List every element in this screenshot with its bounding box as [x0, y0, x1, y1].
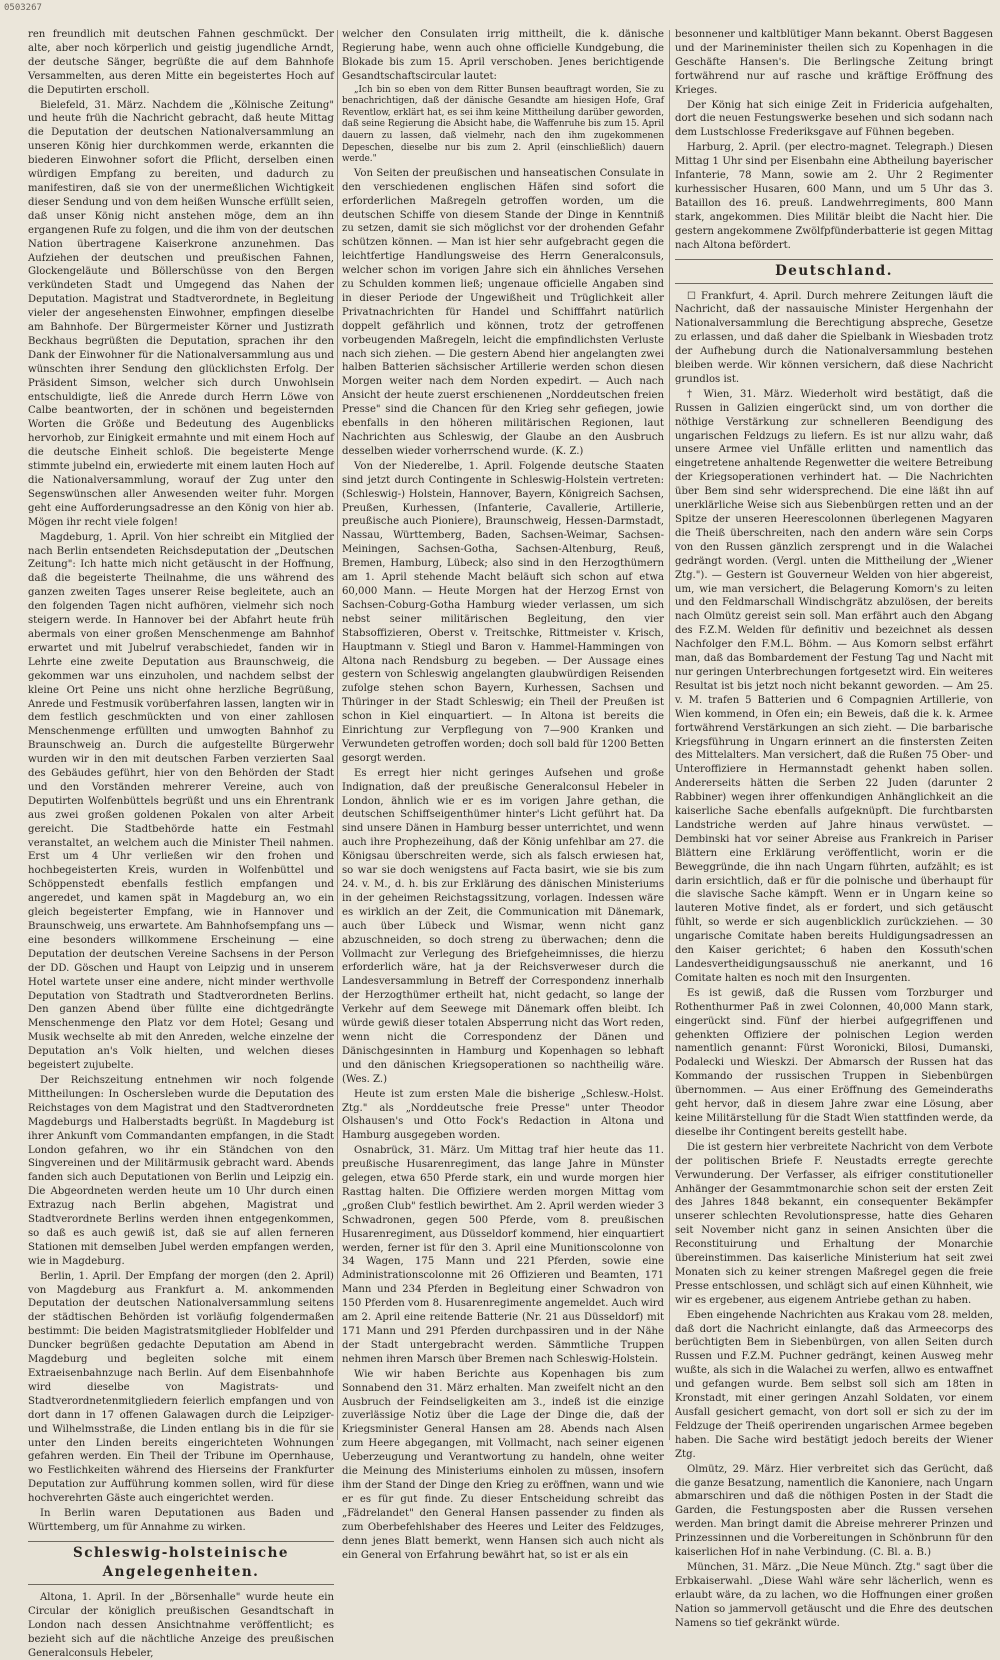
article-paragraph: Eben eingehende Nachrichten aus Krakau vom 28. melden, daß dort die Nachricht einlangte, daß das Armeecorps des berüchtigten Bem in Siebenbürgen, von allen Seiten durch Russen und F.Z.M. Puchner gedrängt, keinen Ausweg mehr wußte, als sich in die Walachei zu werfen, allwo es entwaffnet und gefangen wurde. Bem selbst soll sich am 18ten in Kronstadt, mit einer geringen Anzahl Soldaten, vor einem Ausfall gesichert gemacht, von dort soll er sich zu der im Feldzuge der Theiß operirenden ungarischen Armee begeben haben. Die Sache wird bestätigt jedoch bereits der Wiener Ztg.: [675, 1309, 993, 1460]
article-paragraph: Bielefeld, 31. März. Nachdem die „Kölnische Zeitung" und heute früh die Nachricht gebracht, daß heute Mittag die Deputation der deutschen Nationalversammlung an unseren König hier durchkommen werde, erkannten die biederen Einwohner sofort die Pflicht, derselben einen würdigen Empfang zu bereiten, und dadurch zu manifestiren, daß sie von der unermeßlichen Wichtigkeit dieser Sendung und von dem heißen Wunsche erfüllt seien, daß unser König nicht anstehen möge, dem an ihn ergangenen Rufe zu folgen, und die ihm von der deutschen Nation übertragene Kaiserkrone anzunehmen. Das Aufziehen der deutschen und preußischen Fahnen, Glockengeläute und Böllerschüsse von den Bergen verkündeten Stadt und Umgegend das Nahen der Deputation. Magistrat und Stadtverordnete, in Begleitung vieler der angesehensten Einwohner, empfingen dieselbe am Bahnhofe. Der Bürgermeister Körner und Justizrath Beckhaus begrüßten die Deputation, sprachen ihr den Dank der Einwohner für die Nationalversammlung aus und wünschten ihrer Sendung den glücklichsten Erfolg. Der Präsident Simson, welcher sich durch Unwohlsein entschuldigte, ließ die Anrede durch Herrn Löwe von Calbe beantworten, der in schönen und begeisternden Worten die Größe und Bedeutung des Augenblicks hervorhob, zur Einigkeit ermahnte und mit einem Hoch auf die deutsche Einheit schloß. Die begeisterte Menge stimmte jubelnd ein, erwiederte mit einem lauten Hoch auf die Nationalversammlung, worauf der Zug unter den Segenswünschen aller Anwesenden weiter fuhr. Morgen geht eine Aufforderungsadresse an den König von hier ab. Mögen ihr recht viele folgen!: [28, 99, 334, 528]
article-paragraph: Es erregt hier nicht geringes Aufsehen und große Indignation, daß der preußische Generalconsul Hebeler in London, ähnlich wie er es im vorigen Jahre gethan, die deutschen Schiffseigenthümer hinter's Licht geführt hat. Da sind unsere Dänen in Hamburg besser unterrichtet, und wenn auch ihre Prophezeihung, daß der König unfehlbar am 27. die Königsau überschreiten werde, sich als falsch erwiesen hat, so war sie doch wenigstens auf Facta basirt, wie sie bis zum 24. v. M., d. h. bis zur Erklärung des dänischen Ministeriums in der geheimen Reichstagssitzung, vorlagen. Indessen wäre es wirklich an der Zeit, die Communication mit Dänemark, auch über Lübeck und Wismar, wenn nicht ganz abzuschneiden, so doch streng zu überwachen; denn die Vollmacht zur Verlegung des Briefgeheimnisses, die hierzu erforderlich wäre, hat ja der Reichsverweser durch die Landesversammlung in Betreff der Correspondenz innerhalb der Herzogthümer ertheilt hat, nicht gedacht, so lange der Verkehr auf dem Seewege mit Dänemark offen bleibt. Ich würde gewiß dieser totalen Absperrung nicht das Wort reden, wenn nicht die Correspondenz der Dänen und Dänischgesinnten in Hamburg und Kopenhagen so lebhaft und den dänischen Kriegsoperationen so nachtheilig wäre. (Wes. Z.): [342, 767, 664, 1085]
article-paragraph: München, 31. März. „Die Neue Münch. Ztg." sagt über die Erbkaiserwahl. „Diese Wahl wäre sehr lächerlich, wenn es erlaubt wäre, da zu lachen, wo die Hoffnungen einer großen Nation so jammervoll getäuscht und die Ehre des deutschen Namens so tief gekränkt würde.: [675, 1561, 993, 1629]
quoted-circular: „Ich bin so eben von dem Ritter Bunsen beauftragt worden, Sie zu benachrichtigen, daß der dänische Gesandte am hiesigen Hofe, Graf Reventlow, erklärt hat, es sei ihm keine Mittheilung darüber geworden, daß seine Regierung die Absicht habe, die Waffenruhe bis zum 15. April dauern zu lassen, daß vielmehr, nach den ihm zugekommenen Depeschen, dieselbe nur bis zum 2. April (einschließlich) dauern werde.": [342, 84, 664, 165]
article-paragraph: Von Seiten der preußischen und hanseatischen Consulate in den verschiedenen englischen Häfen sind sofort die erforderlichen Maßregeln getroffen worden, um die deutschen Schiffe von diesem Stande der Dinge in Kenntniß zu setzen, damit sie sich möglichst vor der drohenden Gefahr schützen können. — Man ist hier sehr aufgebracht gegen die leichtfertige Handlungsweise des Herrn Generalconsuls, welcher schon im vorigen Jahre sich ein ähnliches Versehen zu Schulden kommen ließ; ungenaue officielle Angaben sind in dieser Periode der Ungewißheit und Trüglichkeit aller Privatnachrichten für Handel und Schifffahrt natürlich doppelt gefährlich und können, trotz der getroffenen vorbeugenden Maßregeln, leicht die empfindlichsten Verluste nach sich ziehen. — Die gestern Abend hier angelangten zwei halben Batterien sächsischer Artillerie werden schon diesen Morgen weiter nach dem Norden expedirt. — Auch nach Ansicht der heute zuerst erschienenen „Norddeutschen freien Presse" sind die Chancen für den Krieg sehr gefiegen, jowie ebenfalls in den höheren militärischen Regionen, laut Nachrichten aus Schleswig, der Glaube an den Ausbruch desselben wieder vorherrschend wurde. (K. Z.): [342, 167, 664, 457]
article-paragraph: Die ist gestern hier verbreitete Nachricht von dem Verbote der politischen Briefe F. Neustadts erregte gerechte Verwunderung. Der Verfasser, als eifriger constitutioneller Anhänger der Gesammtmonarchie schon seit der ersten Zeit des Jahres 1848 bekannt, ein consequenter Bekämpfer unserer schlechten Revolutionspresse, hatte dies Geharen seit November nicht ganz in seinen Ansichten über die Reconstituirung und Erhaltung der Monarchie übereinstimmen. Das kaiserliche Ministerium hat seit zwei Monaten sich zu keiner strengen Maßregel gegen die freie Presse entschlossen, und schlägt sich auf einen Kühnheit, wie wir es ergebener, aus eigenem Antriebe gethan zu haben.: [675, 1141, 993, 1306]
column-1: [28, 28, 334, 1659]
article-paragraph: Es ist gewiß, daß die Russen vom Torzburger und Rothenthurmer Paß in zwei Colonnen, 40,000 Mann stark, eingerückt sind. Fünf der hierbei aufgegriffenen und gehenkten Offiziere der polnischen Legion werden namentlich genannt: Fürst Woronicki, Bilosi, Dumanski, Podalecki und Wieskzi. Der Abmarsch der Russen hat das Kommando der russischen Truppen in Siebenbürgen übernommen. — Aus einer Eröffnung des Gemeinderaths geht hervor, daß in diesem Jahre zwar eine Lösung, aber keine Militärstellung für die Stadt Wien stattfinden werde, da dieselbe ihr Contingent bereits gestellt habe.: [675, 987, 993, 1138]
article-paragraph: besonnener und kaltblütiger Mann bekannt. Oberst Baggesen und der Marineminister theilen sich zu Kopenhagen in die Geschäfte Hansen's. Die Berlingsche Zeitung bringt fortwährend nur auf rasche und kräftige Eröffnung des Krieges.: [675, 29, 993, 96]
article-paragraph: † Wien, 31. März. Wiederholt wird bestätigt, daß die Russen in Galizien eingerückt sind, um von dorther die nöthige Verstärkung zur schnelleren Beendigung des ungarischen Feldzugs zu liefern. Es ist nur allzu wahr, daß unsere Armee viel Unfälle erlitten und namentlich das eingetretene anhaltende Regenwetter die weitere Betreibung der Kriegsoperationen verhindert hat. — Die Nachrichten über Bem sind sehr widersprechend. Die eine läßt ihn auf unerklärliche Weise sich aus Siebenbürgen retten und an der Spitze der unseren Heerescolonnen überlegenen Magyaren die Theiß überschreiten, nach den andern wäre sein Corps von den Russen gänzlich zersprengt und in die Walachei gedrängt worden. (Vergl. unten die Mittheilung der „Wiener Ztg."). — Gestern ist Gouverneur Welden von hier abgereist, um, wie man versichert, die Belagerung Komorn's zu leiten und den Feldmarschall Windischgrätz abzulösen, der bereits nach Olmütz gereist sein soll. Man erfährt auch den Abgang des F.Z.M. Welden für definitiv und bezeichnet als dessen Nachfolger den F.M.L. Böhm. — Aus Komorn selbst erfährt man, daß das Bombardement der Festung Tag und Nacht mit nur geringen Unterbrechungen fortgesetzt wird. Ein weiteres Resultat ist bis jetzt noch nicht bekannt geworden. — Am 25. v. M. trafen 5 Batterien und 6 Compagnien Artillerie, von Wien kommend, in Ofen ein; ein Beweis, daß die k. k. Armee fortwährend Verstärkungen an sich zieht. — Die barbarische Kriegsführung in Ungarn erinnert an die finstersten Zeiten des Mittelalters. Man versichert, daß die Rußen 75 Ober- und Unteroffiziere in Hermannstadt gehenkt haben sollen. Andererseits hätten die Serben 22 Juden (darunter 2 Rabbiner) wegen ihrer offenkundigen Anhänglichkeit an die kaiserliche Sache ebenfalls aufgeknüpft. Die furchtbarsten Landstriche werden auf Jahre hinaus verwüstet. — Dembinski hat vor seiner Abreise aus Frankreich in Pariser Blättern eine Erklärung veröffentlicht, worin er die Beweggründe, die ihn nach Ungarn führten, aufzählt; es ist darin ersichtlich, daß er für die polnische und überhaupt für die slavische Sache kämpft. Wenn er in Ungarn keine so lauteren Motive findet, als er fordert, und sich getäuscht fühlt, so werde er sich augenblicklich zurückziehen. — 30 ungarische Comitate haben bereits Huldigungsadressen an den Kaiser gerichtet; 6 haben den Kossuth'schen Landesvertheidigungsausschuß nie anerkannt, und 16 Comitate halten es noch mit den Insurgenten.: [675, 388, 993, 984]
article-paragraph: ☐ Frankfurt, 4. April. Durch mehrere Zeitungen läuft die Nachricht, daß der nassauische Minister Hergenhahn der Nationalversammlung die Berechtigung abspreche, Gesetze zu erlassen, und daß daher die Spielbank in Wiesbaden trotz der Aufhebung durch die Nationalversammlung bestehen bleiben werde. Wir können versichern, daß diese Nachricht grundlos ist.: [675, 290, 993, 385]
article-paragraph: ren freundlich mit deutschen Fahnen geschmückt. Der alte, aber noch körperlich und geistig jugendliche Arndt, der deutsche Sänger, begrüßte die auf dem Bahnhofe Versammelten, aus deren Mitte ein begeistertes Hoch auf die Deputirten erscholl.: [28, 29, 334, 96]
article-paragraph: Olmütz, 29. März. Hier verbreitet sich das Gerücht, daß die ganze Besatzung, namentlich die Kanoniere, nach Ungarn abmarschiren und daß die nöthigen Posten in der Stadt die Garden, die Festungsposten aber die Russen versehen werden. Man bringt damit die Abreise mehrerer Prinzen und Prinzessinnen und die Vorbereitungen in Schönbrunn für den kaiserlichen Hof in nahe Verbindung. (C. Bl. a. B.): [675, 1463, 993, 1559]
column-rule: [337, 30, 338, 1440]
section-heading: Deutschland.: [675, 259, 993, 284]
column-2: [342, 28, 664, 1561]
section-heading: Schleswig-holsteinische Angelegenheiten.: [28, 1541, 334, 1585]
article-paragraph: Wie wir haben Berichte aus Kopenhagen bis zum Sonnabend den 31. März erhalten. Man zweifelt nicht an den Ausbruch der Feindseligkeiten am 3., indeß ist die einzige zuverlässige Notiz über die Lage der Dinge die, daß der Kriegsminister General Hansen am 28. Abends nach Alsen zum Heere abgegangen, mit Vollmacht, nach seiner eigenen Ueberzeugung und Verantwortung zu handeln, ohne weiter die Meinung des Ministeriums einholen zu müssen, insofern ihm der Stand der Dinge den Krieg zu eröffnen, wann und wie er es für gut finde. Zu dieser Entscheidung schreibt das „Fädrelandet" den General Hansen passender zu finden als zum Oberbefehlshaber des Heeres und Leiter des Feldzuges, denn jenes Blatt bemerkt, wenn Hansen sich auch nicht als ein General von Erfahrung bewährt hat, so ist er als ein: [342, 1368, 664, 1561]
article-paragraph: Heute ist zum ersten Male die bisherige „Schlesw.-Holst. Ztg." als „Norddeutsche freie Presse" unter Theodor Olshausen's und Otto Fock's Redaction in Altona und Hamburg ausgegeben worden.: [342, 1088, 664, 1142]
scan-id: 0503267: [4, 3, 42, 13]
article-paragraph: Osnabrück, 31. März. Um Mittag traf hier heute das 11. preußische Husarenregiment, das lange Jahre in Münster gelegen, etwa 650 Pferde stark, ein und wurde morgen hier Rasttag halten. Die Offiziere werden morgen Mittag vom „großen Club" festlich bewirthet. Am 2. April werden wieder 3 Schwadronen, gegen 500 Pferde, vom 8. preußischen Husarenregiment, aus Düsseldorf kommend, hier einquartiert werden, ferner ist für den 3. April eine Munitionscolonne von 34 Wagen, 175 Mann und 221 Pferden, sowie eine Administrationscolonne mit 26 Offizieren und Beamten, 171 Mann und 234 Pferden in Begleitung einer Schwadron von 150 Pferden vom 8. Husarenregimente angemeldet. Auch wird am 2. April eine reitende Batterie (Nr. 21 aus Düsseldorf) mit 171 Mann und 291 Pferden durchpassiren und in der Nähe der Stadt untergebracht werden. Sämmtliche Truppen nehmen ihren Marsch über Bremen nach Schleswig-Holstein.: [342, 1145, 664, 1365]
article-paragraph: Berlin, 1. April. Der Empfang der morgen (den 2. April) von Magdeburg aus Frankfurt a. M. ankommenden Deputation der deutschen Nationalversammlung seitens der städtischen Behörden ist vorläufig folgendermaßen bestimmt: Die beiden Magistratsmitglieder Hoblfelder und Duncker begrüßen gedachte Deputation am Abend in Magdeburg und begleiten solche mit einem Extraeisenbahnzuge nach Berlin. Auf dem Eisenbahnhofe wird dieselbe von Magistrats- und Stadtverordnetenmitgliedern feierlich empfangen und von dort dann in 17 offenen Galawagen durch die Leipziger- und Wilhelmsstraße, die Linden entlang bis in die für sie unter den Linden bereits eingerichteten Wohnungen gefahren werden. Ein Theil der Tribune im Opernhause, wo Festlichkeiten während des Hierseins der Frankfurter Deputation zur Aufführung kommen sollen, wird für diese hochverehrten Gäste auch eingerichtet werden.: [28, 1270, 334, 1505]
article-paragraph: welcher den Consulaten irrig mittheilt, die k. dänische Regierung habe, wenn auch ohne officielle Kundgebung, die Blokade bis zum 15. April verschoben. Jenes berichtigende Gesandtschaftscircular lautet:: [342, 29, 664, 82]
column-rule: [669, 30, 670, 1440]
article-paragraph: Magdeburg, 1. April. Von hier schreibt ein Mitglied der nach Berlin entsendeten Reichsdeputation der „Deutschen Zeitung": Ich hatte mich nicht getäuscht in der Hoffnung, daß die begeisterte Theilnahme, die uns während des ganzen zweiten Tages unserer Reise begleitete, auch an den folgenden Tagen nicht aufhören, vielmehr sich noch steigern werde. In Hannover bei der Abfahrt heute früh abermals von einer großen Menschenmenge am Bahnhof erwartet und mit Jubelruf verabschiedet, fanden wir in Lehrte eine zweite Deputation aus Braunschweig, die gekommen war uns einzuholen, und nachdem selbst der kleine Ort Peine uns nicht ohne herzliche Begrüßung, Anrede und Festmusik vorüberfahren lassen, langten wir in dem festlich geschmückten und von einer zahllosen Menschenmenge erfüllten und umwogten Bahnhof zu Braunschweig an. Durch die aufgestellte Bürgerwehr wurden wir in den mit deutschen Farben verzierten Saal des Gebäudes geführt, hier von den Behörden der Stadt und den Vorständen mehrerer Vereine, auch von Deputirten Wolfenbüttels begrüßt und uns ein Ehrentrank aus zwei großen goldenen Pokalen von alter Arbeit gereicht. Die Stadtbehörde hatte ein Festmahl veranstaltet, an welchem auch die Minister Theil nahmen. Erst um 4 Uhr verließen wir den frohen und hochbegeisterten Kreis, wurden in Wolfenbüttel und Schöppenstedt ebenfalls festlich empfangen und angeredet, und kamen spät in Magdeburg an, wo ein gleich begeisterter Empfang, wie in Hannover und Braunschweig, uns erwartete. Am Bahnhofsempfang uns — eine besonders willkommene Erscheinung — eine Deputation der deutschen Vereine Sachsens in der Person der DD. Göschen und Haupt von Leipzig und in unserem Hotel wartete unser eine andere, nicht minder werthvolle Deputation von Stadtrath und Stadtverordneten Berlins. Den ganzen Abend über füllte eine dichtgedrängte Menschenmenge den Platz vor dem Hotel; Gesang und Musik wechselte ab mit den Anreden, welche einzelne der Deputation an's Volk hielten, und welchen dieses begeistert zujubelte.: [28, 531, 334, 1072]
article-paragraph: Altona, 1. April. In der „Börsenhalle" wurde heute ein Circular der königlich preußischen Gesandtschaft in London nach dessen Ansichtnahme veröffentlicht; es bezieht sich auf die nächtliche Anzeige des preußischen Generalconsuls Hebeler,: [28, 1591, 334, 1659]
article-paragraph: In Berlin waren Deputationen aus Baden und Württemberg, um für Annahme zu wirken.: [28, 1508, 334, 1533]
article-paragraph: Der Reichszeitung entnehmen wir noch folgende Mittheilungen: In Oschersleben wurde die Deputation des Reichstages von dem Magistrat und den Stadtverordneten Magdeburgs und Halberstadts begrüßt. In Magdeburg ist ihrer Ankunft vom Commandanten empfangen, in die Stadt London gefahren, wo ihr ein Ständchen von den Singvereinen und der Militärmusik gebracht ward. Abends fanden sich auch Deputationen von Berlin und Leipzig ein. Die Abgeordneten werden heute um 10 Uhr durch einen Extrazug nach Berlin abgehen, Magistrat und Stadtverordnete Berlins werden ihnen entgegenkommen, so daß es auch gewiß ist, daß sie auf allen ferneren Stationen mit demselben Jubel werden empfangen werden, wie in Magdeburg.: [28, 1074, 334, 1267]
article-paragraph: Harburg, 2. April. (per electro-magnet. Telegraph.) Diesen Mittag 1 Uhr sind per Eisenbahn eine Abtheilung bayerischer Infanterie, 78 Mann, sowie am 2. Uhr 2 Regimenter kurhessischer Husaren, 600 Mann, und um 5 Uhr das 3. Bataillon des 16. preuß. Landwehrregiments, 800 Mann stark, angekommen. Dies Militär bleibt die Nacht hier. Die gestern angekommene Zwölfpfünderbatterie ist gegen Mittag nach Altona befördert.: [675, 142, 993, 251]
article-paragraph: Der König hat sich einige Zeit in Fridericia aufgehalten, dort die neuen Festungswerke besehen und sich sodann nach dem Lustschlosse Frederiksgave auf Fühnen begeben.: [675, 99, 993, 139]
article-paragraph: Von der Niederelbe, 1. April. Folgende deutsche Staaten sind jetzt durch Contingente in Schleswig-Holstein vertreten: (Schleswig-) Holstein, Hannover, Bayern, Königreich Sachsen, Preußen, Kurhessen, (Infanterie, Cavallerie, Artillerie, preußische auch Pioniere), Braunschweig, Hessen-Darmstadt, Nassau, Württemberg, Baden, Sachsen-Weimar, Sachsen-Meiningen, Sachsen-Gotha, Sachsen-Altenburg, Reuß, Bremen, Hamburg, Lübeck; also sind in den Herzogthümern am 1. April stehende Macht beläuft sich schon auf etwa 60,000 Mann. — Heute Morgen hat der Herzog Ernst von Sachsen-Coburg-Gotha Hamburg wieder verlassen, um sich nebst seiner militärischen Begleitung, den vier Stabsoffizieren, Oberst v. Treitschke, Rittmeister v. Krisch, Hauptmann v. Stiegl und Baron v. Hammel-Hammingen von Altona nach Rendsburg zu begeben. — Der Aussage eines gestern von Schleswig angelangten glaubwürdigen Reisenden zufolge stehen schon Bayern, Kurhessen, Sachsen und Thüringer in der Stadt Schleswig; ein Theil der Preußen ist schon in Kiel einquartiert. — In Altona ist bereits die Einrichtung zur Verpflegung von 7—900 Kranken und Verwundeten getroffen worden; doch soll bald für 1200 Betten gesorgt werden.: [342, 460, 664, 764]
column-3: [675, 28, 993, 1629]
